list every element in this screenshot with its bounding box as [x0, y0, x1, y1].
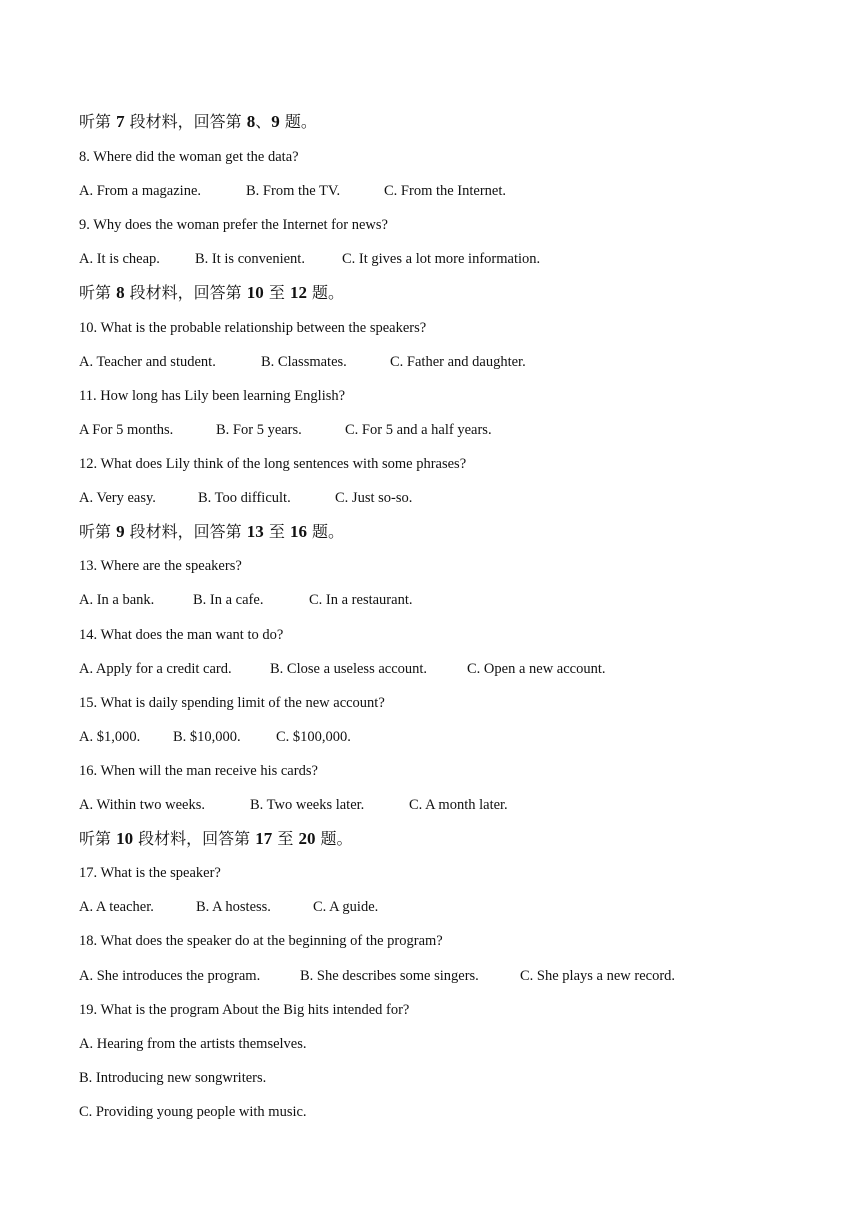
- option-c: C. Open a new account.: [467, 661, 606, 677]
- option-b: B. Two weeks later.: [250, 797, 365, 813]
- option-b: B. In a cafe.: [193, 592, 264, 608]
- question-13: 13. Where are the speakers?: [79, 558, 242, 574]
- options-14: [79, 660, 606, 678]
- question-8: 8. Where did the woman get the data?: [79, 149, 299, 165]
- option-a: A. Very easy.: [79, 490, 156, 506]
- question-15: 15. What is daily spending limit of the new account?: [79, 695, 385, 711]
- option-a: A. It is cheap.: [79, 251, 160, 267]
- option-c: C. Father and daughter.: [390, 354, 526, 370]
- option-a: A. Hearing from the artists themselves.: [79, 1036, 307, 1052]
- section-heading: 听第 7 段材料，回答第 8、9 题。: [79, 112, 317, 131]
- option-a: A For 5 months.: [79, 422, 174, 438]
- option-c: C. From the Internet.: [384, 183, 507, 199]
- options-13: [79, 591, 412, 609]
- options-11: [79, 421, 492, 439]
- options-9: [79, 250, 540, 268]
- question-19: 19. What is the program About the Big hits intended for?: [79, 1002, 410, 1018]
- option-a: A. Within two weeks.: [79, 797, 206, 813]
- question-17: 17. What is the speaker?: [79, 865, 221, 881]
- options-17: [79, 898, 378, 916]
- option-a: A. She introduces the program.: [79, 968, 261, 984]
- option-c: C. $100,000.: [276, 729, 351, 745]
- question-12: 12. What does Lily think of the long sentences with some phrases?: [79, 456, 467, 472]
- option-a: A. Teacher and student.: [79, 354, 216, 370]
- options-8: [79, 182, 506, 200]
- option-b: B. From the TV.: [246, 183, 341, 199]
- option-b: B. It is convenient.: [195, 251, 305, 267]
- option-b: B. Too difficult.: [198, 490, 291, 506]
- question-16: 16. When will the man receive his cards?: [79, 763, 318, 779]
- options-10: [79, 353, 526, 371]
- question-11: 11. How long has Lily been learning English?: [79, 388, 346, 404]
- section-heading: 听第 10 段材料，回答第 17 至 20 题。: [79, 829, 353, 848]
- question-10: 10. What is the probable relationship between the speakers?: [79, 320, 427, 336]
- option-c: C. In a restaurant.: [309, 592, 413, 608]
- options-15: [79, 728, 351, 746]
- option-a: A. In a bank.: [79, 592, 155, 608]
- option-c: C. A guide.: [313, 899, 379, 915]
- option-c: C. For 5 and a half years.: [345, 422, 492, 438]
- option-b: B. Close a useless account.: [270, 661, 428, 677]
- option-c: C. A month later.: [409, 797, 508, 813]
- option-b: B. A hostess.: [196, 899, 271, 915]
- option-c: C. Just so-so.: [335, 490, 413, 506]
- option-c: C. It gives a lot more information.: [342, 251, 541, 267]
- question-18: 18. What does the speaker do at the beginning of the program?: [79, 933, 443, 949]
- option-b: B. Introducing new songwriters.: [79, 1070, 267, 1086]
- option-b: B. Classmates.: [261, 354, 347, 370]
- options-18: [79, 967, 675, 985]
- question-9: 9. Why does the woman prefer the Internet for news?: [79, 217, 388, 233]
- options-12: [79, 489, 412, 507]
- option-a: A. Apply for a credit card.: [79, 661, 232, 677]
- section-heading: 听第 8 段材料，回答第 10 至 12 题。: [79, 283, 345, 302]
- section-heading: 听第 9 段材料，回答第 13 至 16 题。: [79, 522, 345, 541]
- question-14: 14. What does the man want to do?: [79, 627, 284, 643]
- options-16: [79, 796, 508, 814]
- option-a: A. From a magazine.: [79, 183, 202, 199]
- option-a: A. A teacher.: [79, 899, 154, 915]
- option-c: C. Providing young people with music.: [79, 1104, 307, 1120]
- option-a: A. $1,000.: [79, 729, 141, 745]
- option-b: B. $10,000.: [173, 729, 241, 745]
- option-b: B. For 5 years.: [216, 422, 302, 438]
- option-b: B. She describes some singers.: [300, 968, 479, 984]
- option-c: C. She plays a new record.: [520, 968, 676, 984]
